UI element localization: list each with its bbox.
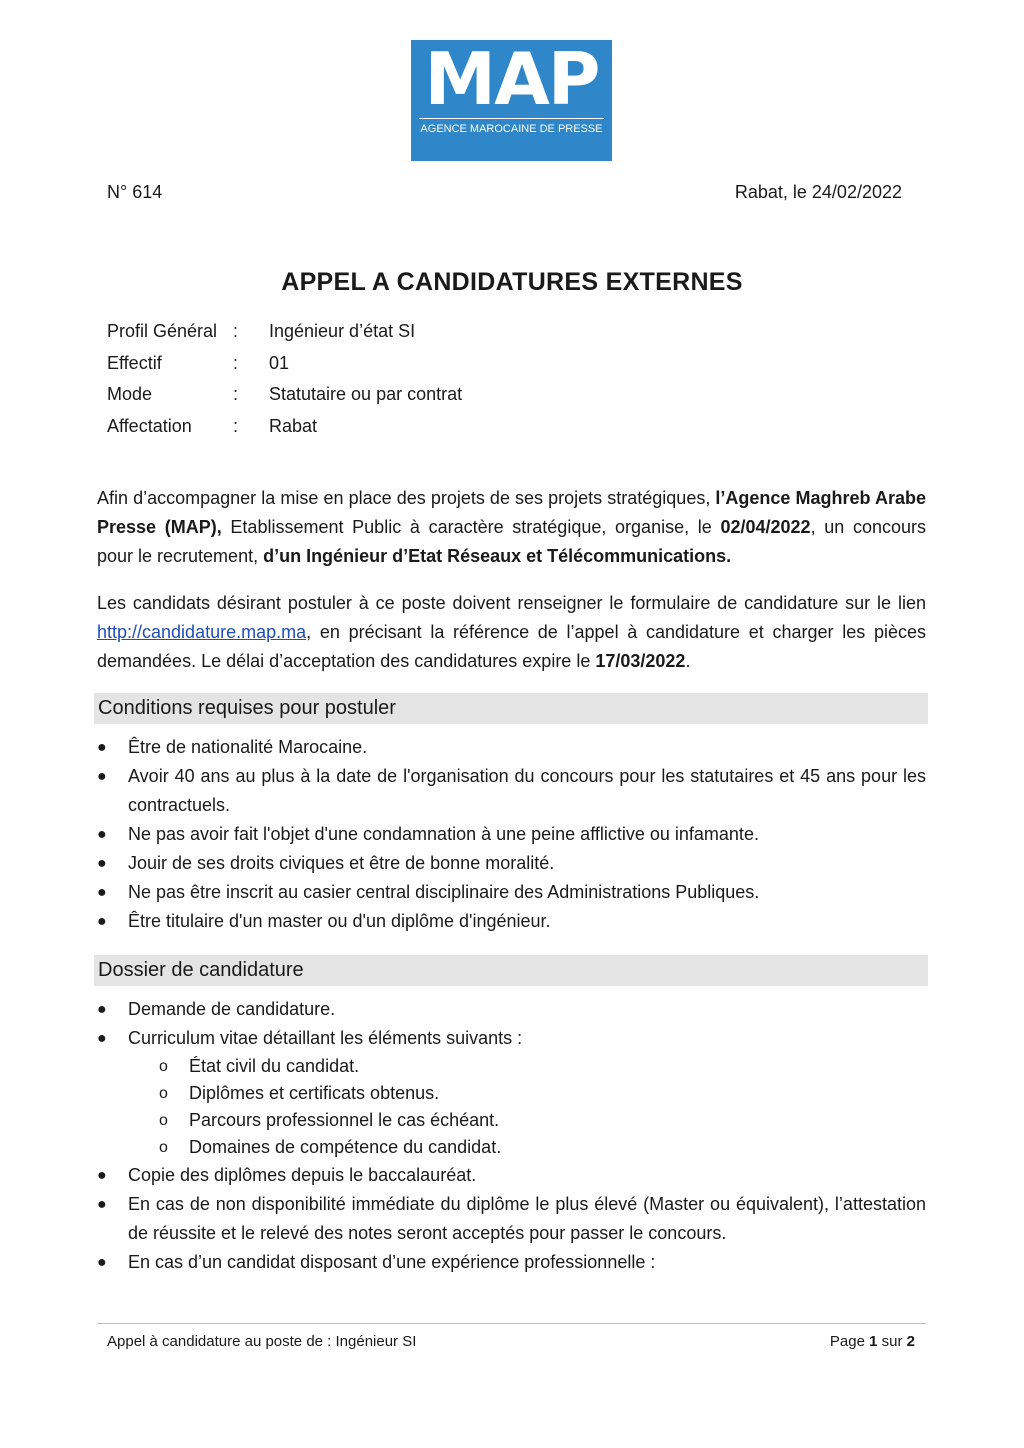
conditions-heading: Conditions requises pour postuler <box>94 693 928 724</box>
info-colon: : <box>233 321 239 341</box>
list-item <box>97 1248 926 1277</box>
footer-caption: Appel à candidature au poste de : Ingénieur SI <box>107 1333 417 1350</box>
bullet-icon: ● <box>97 739 107 756</box>
intro-paragraph <box>97 484 926 571</box>
condition-text: Ne pas être inscrit au casier central disciplinaire des Administrations Publiques. <box>128 882 760 902</box>
list-item <box>97 878 926 907</box>
bullet-icon: ● <box>97 884 107 901</box>
info-label: Profil Général <box>107 321 218 341</box>
list-item <box>97 849 926 878</box>
current-page: 1 <box>869 1333 878 1350</box>
document-title: APPEL A CANDIDATURES EXTERNES <box>281 268 743 296</box>
total-pages: 2 <box>906 1333 915 1350</box>
info-value: Statutaire ou par contrat <box>269 384 463 404</box>
dossier-list <box>97 995 926 1277</box>
condition-text: Être de nationalité Marocaine. <box>128 737 368 757</box>
cv-element: Parcours professionnel le cas échéant. <box>189 1110 500 1130</box>
dossier-text: Demande de candidature. <box>128 999 336 1019</box>
page-word: Page <box>829 1333 865 1350</box>
bullet-icon: ● <box>97 1254 107 1271</box>
list-item <box>97 820 926 849</box>
map-logo <box>411 37 612 161</box>
sub-list-item <box>97 1134 926 1161</box>
cv-element: Diplômes et certificats obtenus. <box>189 1083 440 1103</box>
list-item <box>97 762 926 820</box>
footer-divider <box>97 1323 926 1324</box>
agency-name: l’Agence Maghreb Arabe Presse (MAP), <box>97 488 926 537</box>
info-colon: : <box>233 416 239 436</box>
of-word: sur <box>881 1333 903 1350</box>
dossier-text: Copie des diplômes depuis le baccalauréat. <box>128 1165 477 1185</box>
application-paragraph <box>97 589 926 676</box>
exam-date: 02/04/2022 <box>720 517 811 537</box>
sublist-container <box>97 1053 926 1161</box>
bullet-icon: ● <box>97 826 107 843</box>
list-item <box>97 1161 926 1190</box>
bullet-icon: ● <box>97 855 107 872</box>
dossier-text: En cas de non disponibilité immédiate du diplôme le plus élevé (Master ou équivalent), l’attestation de réussite et le relevé des notes seront acceptés pour passer le concours. <box>128 1194 926 1243</box>
bullet-icon: ● <box>97 913 107 930</box>
sub-list-item <box>97 1053 926 1080</box>
candidature-link[interactable]: http://candidature.map.ma <box>97 622 307 642</box>
application-text: Les candidats désirant postuler à ce poste doivent renseigner le formulaire de candidature sur le lien <box>97 593 926 613</box>
list-item <box>97 1024 926 1053</box>
conditions-list <box>97 733 926 936</box>
circle-bullet-icon: o <box>159 1085 168 1102</box>
cv-element: État civil du candidat. <box>189 1056 360 1076</box>
circle-bullet-icon: o <box>159 1139 168 1156</box>
info-value: 01 <box>269 353 290 373</box>
reference-number: N° 614 <box>107 182 163 202</box>
list-item <box>97 907 926 936</box>
condition-text: Avoir 40 ans au plus à la date de l'organisation du concours pour les statutaires et 45 ans pour les contractuels. <box>128 766 926 815</box>
info-colon: : <box>233 353 239 373</box>
circle-bullet-icon: o <box>159 1112 168 1129</box>
bullet-icon: ● <box>97 1196 107 1213</box>
condition-text: Être titulaire d'un master ou d'un diplôme d'ingénieur. <box>128 911 551 931</box>
intro-text: , un concours pour le recrutement, <box>97 517 927 566</box>
application-text: , en précisant la référence de l’appel à candidature et charger les pièces demandées. Le délai d’acceptation des candidatures expire le <box>97 622 926 671</box>
cv-element: Domaines de compétence du candidat. <box>189 1137 502 1157</box>
dossier-text: En cas d’un candidat disposant d’une expérience professionnelle : <box>128 1252 656 1272</box>
bullet-icon: ● <box>97 1001 107 1018</box>
list-item <box>97 1190 926 1248</box>
logo-mark: MAP <box>424 37 599 121</box>
page-number <box>830 1333 915 1350</box>
deadline-date: 17/03/2022 <box>595 651 686 671</box>
sub-list-item <box>97 1080 926 1107</box>
list-item <box>97 995 926 1024</box>
intro-text: Etablissement Public à caractère stratégique, organise, le <box>221 517 721 537</box>
cv-sublist <box>97 1053 926 1161</box>
application-text: . <box>685 651 691 671</box>
bullet-icon: ● <box>97 1030 107 1047</box>
bullet-icon: ● <box>97 768 107 785</box>
info-label: Affectation <box>107 416 192 436</box>
bullet-icon: ● <box>97 1167 107 1184</box>
position-title: d’un Ingénieur d’Etat Réseaux et Télécommunications. <box>263 546 732 566</box>
sub-list-item <box>97 1107 926 1134</box>
dossier-heading: Dossier de candidature <box>94 955 928 986</box>
info-value: Ingénieur d’état SI <box>269 321 416 341</box>
info-colon: : <box>233 384 239 404</box>
info-label: Effectif <box>107 353 162 373</box>
circle-bullet-icon: o <box>159 1058 168 1075</box>
info-value: Rabat <box>269 416 318 436</box>
condition-text: Ne pas avoir fait l'objet d'une condamnation à une peine afflictive ou infamante. <box>128 824 759 844</box>
logo-tagline: AGENCE MAROCAINE DE PRESSE <box>419 118 604 136</box>
list-item <box>97 733 926 762</box>
dossier-text: Curriculum vitae détaillant les éléments suivants : <box>128 1028 523 1048</box>
document-date: Rabat, le 24/02/2022 <box>734 182 902 202</box>
intro-text: Afin d’accompagner la mise en place des projets de ses projets stratégiques, <box>97 488 716 508</box>
info-label: Mode <box>107 384 153 404</box>
condition-text: Jouir de ses droits civiques et être de bonne moralité. <box>128 853 555 873</box>
